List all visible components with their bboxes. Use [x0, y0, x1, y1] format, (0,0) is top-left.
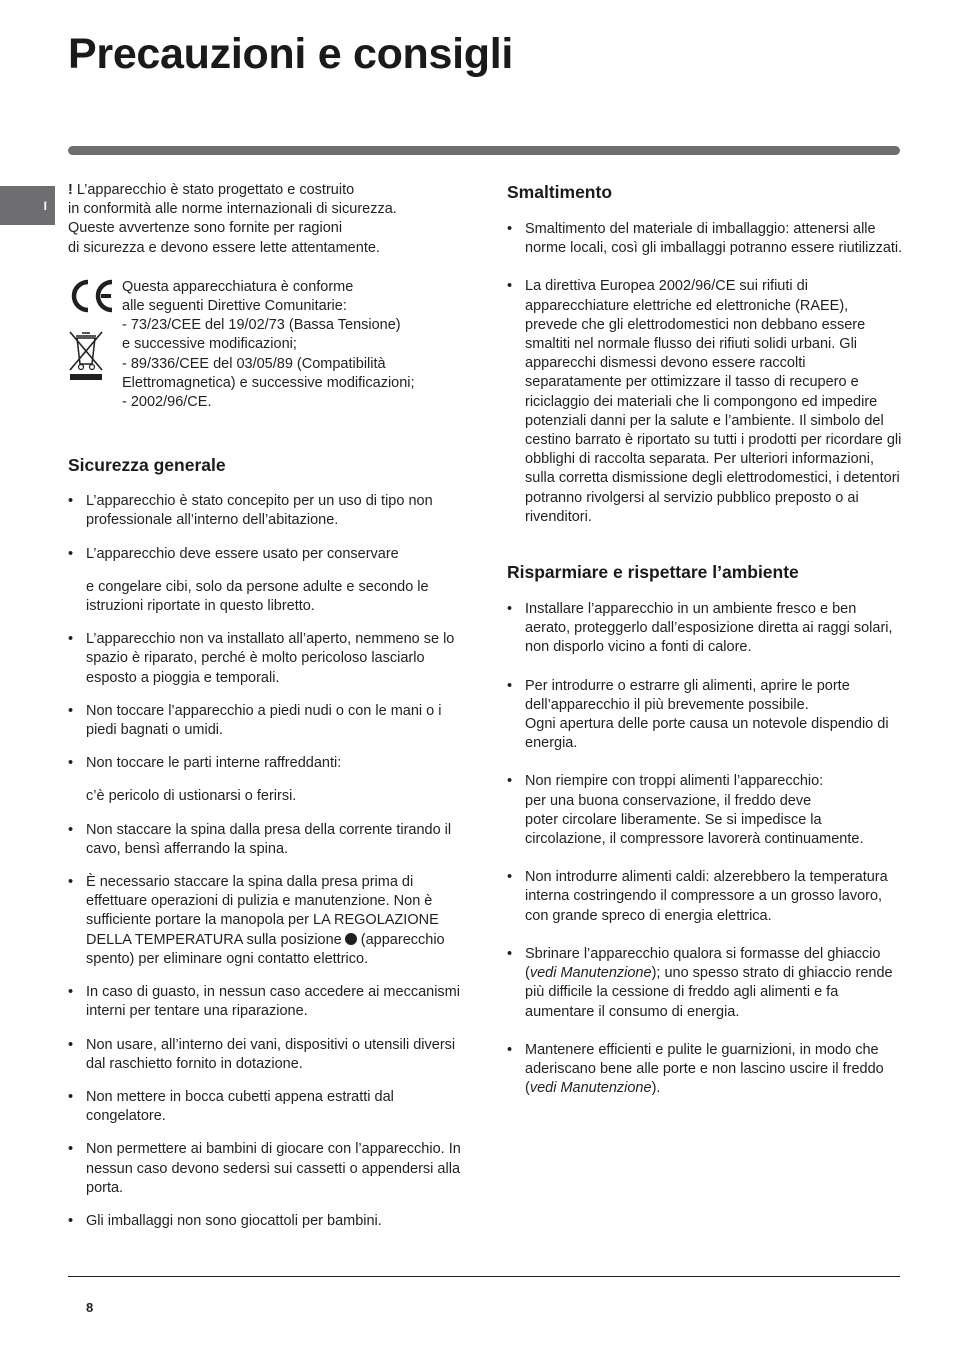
- ce-mark-icon: [68, 278, 114, 314]
- intro-paragraph: [68, 181, 468, 258]
- sicurezza-list: [68, 492, 468, 564]
- ce-line: Questa apparecchiatura è conforme: [122, 278, 354, 295]
- ce-line: e successive modificazioni;: [122, 336, 297, 353]
- list-item-continuation: c’è pericolo di ustionarsi o ferirsi.: [86, 788, 297, 805]
- conformity-icons: [68, 278, 122, 412]
- sicurezza-list-continued: [68, 630, 468, 773]
- cross-reference: vedi Manutenzione: [529, 1080, 652, 1097]
- list-item: • Smaltimento del materiale di imballaggio: attenersi alle norme locali, così gli imballaggi potranno essere riutilizzati.: [507, 220, 903, 258]
- language-tab: [0, 186, 55, 225]
- warning-mark: !: [68, 182, 73, 198]
- list-item-text: poter circolare liberamente. Se si impedisce la circolazione, il compressore lavorerà continuamente.: [525, 811, 864, 848]
- list-item-text: per una buona conservazione, il freddo deve: [525, 792, 812, 809]
- page-number: 8: [86, 1300, 94, 1315]
- intro-line: L’apparecchio è stato progettato e costruito: [72, 182, 355, 198]
- cross-reference: vedi Manutenzione: [529, 965, 652, 982]
- language-tab-label: I: [43, 198, 47, 213]
- footer-rule: [68, 1276, 900, 1277]
- ce-line: - 89/336/CEE del 03/05/89 (Compatibilità: [122, 355, 386, 372]
- list-item-text: Per introdurre o estrarre gli alimenti, aprire le porte dell’apparecchio il più brevemente possibile.: [525, 677, 850, 713]
- left-column: [68, 181, 468, 1245]
- list-item: [507, 1041, 903, 1099]
- ce-line: - 2002/96/CE.: [122, 394, 212, 411]
- list-item: • Non mettere in bocca cubetti appena estratti dal congelatore.: [68, 1088, 468, 1126]
- list-item: • Non toccare l’apparecchio a piedi nudi o con le mani o i piedi bagnati o umidi.: [68, 702, 468, 740]
- list-item: • Non introdurre alimenti caldi: alzerebbero la temperatura interna costringendo il compressore a un grosso lavoro, con grande spreco di energia elettrica.: [507, 868, 903, 926]
- list-item: • Gli imballaggi non sono giocattoli per bambini.: [68, 1212, 468, 1231]
- list-item: • L’apparecchio non va installato all’aperto, nemmeno se lo spazio è riparato, perché è molto pericoloso lasciarlo esposto a pioggia e temporali.: [68, 630, 468, 688]
- right-column: [507, 181, 903, 1117]
- ce-line: Elettromagnetica) e successive modificazioni;: [122, 374, 415, 391]
- list-item-text: ); uno spesso strato di ghiaccio rende più difficile la cessione di freddo agli alimenti e fa aumentare il consumo di energia.: [525, 965, 893, 1020]
- page-title: Precauzioni e consigli: [68, 30, 514, 78]
- ce-conformity-text: [122, 278, 468, 412]
- list-item: • Non permettere ai bambini di giocare con l’apparecchio. In nessun caso devono sedersi sui cassetti o appendersi alla porta.: [68, 1140, 468, 1198]
- list-item: [68, 873, 468, 969]
- list-item-text: Ogni apertura delle porte causa un notevole dispendio di energia.: [525, 716, 889, 752]
- list-item-text: È necessario staccare la spina dalla presa prima di effettuare operazioni di pulizia e manutenzione. Non è sufficiente portare la manopola per LA REGOLAZIONE DELLA TEMPERATURA sulla posizione: [86, 874, 439, 948]
- list-item: [507, 945, 903, 1022]
- list-item-text: Sbrinare l’apparecchio qualora si formasse del ghiaccio (: [525, 945, 881, 982]
- intro-line: Queste avvertenze sono fornite per ragioni: [68, 220, 343, 237]
- list-item: • In caso di guasto, in nessun caso accedere ai meccanismi interni per tentare una riparazione.: [68, 983, 468, 1021]
- off-position-dot-icon: [345, 933, 357, 945]
- heading-sicurezza-generale: Sicurezza generale: [68, 455, 226, 476]
- list-item: • Non usare, all’interno dei vani, dispositivi o utensili diversi dal raschietto fornito in dotazione.: [68, 1036, 468, 1074]
- list-item: • Installare l’apparecchio in un ambiente fresco e ben aerato, proteggerlo dall’esposizione diretta ai raggi solari, non disporlo vicino a fonti di calore.: [507, 600, 903, 658]
- risparmiare-list: [507, 600, 903, 1098]
- list-item: [507, 772, 903, 849]
- intro-line: in conformità alle norme internazionali di sicurezza.: [68, 201, 397, 218]
- list-item: • L’apparecchio deve essere usato per conservare: [68, 545, 468, 564]
- list-item-text: Mantenere efficienti e pulite le guarnizioni, in modo che aderiscano bene alle porte e non lascino uscire il freddo (: [525, 1041, 884, 1097]
- ce-line: - 73/23/CEE del 19/02/73 (Bassa Tensione): [122, 317, 401, 334]
- list-item: • Non toccare le parti interne raffreddanti:: [68, 754, 468, 773]
- ce-conformity-block: [68, 278, 468, 412]
- crossed-bin-weee-icon: [68, 330, 104, 386]
- ce-line: alle seguenti Direttive Comunitarie:: [122, 298, 347, 315]
- list-item-text: Non riempire con troppi alimenti l’apparecchio:: [525, 773, 824, 790]
- list-item: • La direttiva Europea 2002/96/CE sui rifiuti di apparecchiature elettriche ed elettroniche (RAEE), prevede che gli elettrodomestici non debbano essere smaltiti nel normale flusso dei rifiuti solidi urbani. Gli apparecchi dismessi devono essere raccolti separatamente per ottimizzare il tasso di recupero e riciclaggio dei materiali che li compongono ed impedire potenziali danni per la salute e l’ambiente. Il simbolo del cestino barrato è riportato su tutti i prodotti per ricordare gli obblighi di raccolta separata. Per ulteriori informazioni, sulla corretta dismissione degli elettrodomestici, i detentori potranno rivolgersi al servizio pubblico preposto o ai rivenditori.: [507, 277, 903, 527]
- header-rule: [68, 146, 900, 155]
- list-item: • L’apparecchio è stato concepito per un uso di tipo non professionale all’interno dell’abitazione.: [68, 492, 468, 530]
- heading-smaltimento: Smaltimento: [507, 182, 613, 202]
- list-item-text: ).: [651, 1080, 661, 1097]
- sicurezza-list-continued-2: [68, 821, 468, 1231]
- list-item: • Non staccare la spina dalla presa della corrente tirando il cavo, bensì afferrando la spina.: [68, 821, 468, 859]
- heading-risparmiare: Risparmiare e rispettare l’ambiente: [507, 562, 799, 583]
- list-item: [507, 677, 903, 754]
- smaltimento-list: [507, 220, 903, 527]
- intro-line: di sicurezza e devono essere lette attentamente.: [68, 239, 380, 256]
- list-item-continuation: e congelare cibi, solo da persone adulte e secondo le istruzioni riportate in questo libretto.: [86, 578, 429, 615]
- list-item-text: (apparecchio spento) per eliminare ogni contatto elettrico.: [86, 931, 445, 967]
